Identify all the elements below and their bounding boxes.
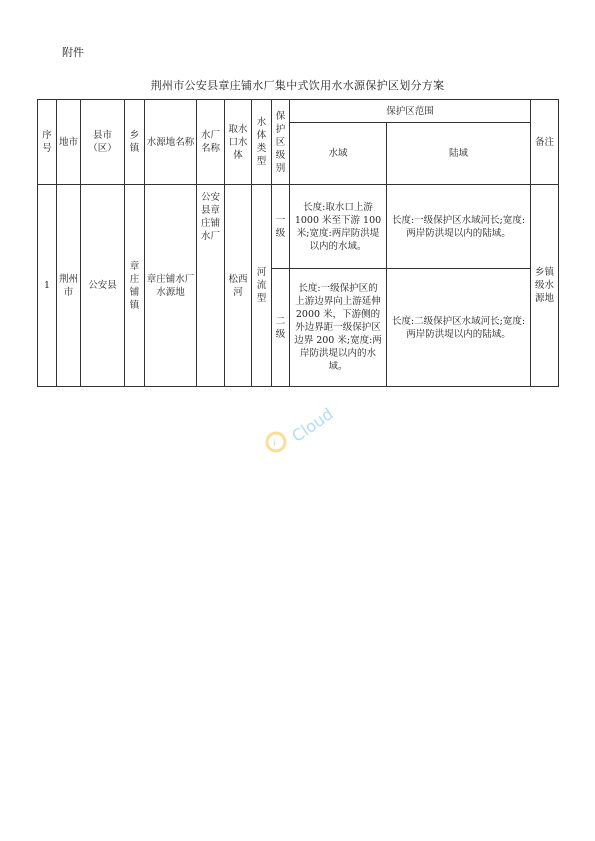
cell-level-2: 二级 — [272, 269, 290, 387]
header-town: 乡镇 — [125, 100, 145, 185]
icloud-watermark-logo — [262, 392, 342, 456]
header-water-area: 水域 — [290, 123, 387, 185]
header-protection-level: 保护区级别 — [272, 100, 290, 185]
cell-level-1-land: 长度:一级保护区水域河长;宽度:两岸防洪堤以内的陆域。 — [387, 185, 531, 269]
header-city: 地市 — [57, 100, 81, 185]
table-row — [38, 185, 559, 269]
cell-source-name: 章庄铺水厂水源地 — [145, 185, 197, 387]
watermark-text: Cloud — [288, 404, 337, 446]
cell-county: 公安县 — [81, 185, 125, 387]
cell-intake-water: 松西河 — [225, 185, 252, 387]
header-water-type: 水体类型 — [252, 100, 272, 185]
header-seq: 序号 — [38, 100, 57, 185]
cell-level-2-water: 长度:一级保护区的上游边界向上游延伸 2000 米，下游侧的外边界距一级保护区边界 200 米;宽度:两岸防洪堤以内的水域。 — [290, 269, 387, 387]
cell-city: 荆州市 — [57, 185, 81, 387]
cell-town: 章庄铺镇 — [125, 185, 145, 387]
header-land-area: 陆域 — [387, 123, 531, 185]
document-title: 荆州市公安县章庄铺水厂集中式饮用水水源保护区划分方案 — [150, 79, 445, 92]
cell-level-2-land: 长度:二级保护区水域河长;宽度:两岸防洪堤以内的陆域。 — [387, 269, 531, 387]
header-protection-range: 保护区范围 — [290, 100, 531, 123]
cell-seq: 1 — [38, 185, 57, 387]
cell-level-1: 一级 — [272, 185, 290, 269]
cell-level-1-water: 长度:取水口上游1000 米至下游 100 米;宽度:两岸防洪堤以内的水域。 — [290, 185, 387, 269]
protection-zone-table — [37, 99, 559, 387]
attachment-label: 附件 — [62, 46, 84, 59]
cell-remarks: 乡镇级水源地 — [531, 185, 559, 387]
cell-plant-name: 公安县章庄铺水厂 — [197, 185, 225, 387]
header-intake-water: 取水口水体 — [225, 100, 252, 185]
header-remarks: 备注 — [531, 100, 559, 185]
header-county: 县市（区） — [81, 100, 125, 185]
header-source-name: 水源地名称 — [145, 100, 197, 185]
cell-water-type: 河流型 — [252, 185, 272, 387]
header-plant-name: 水厂名称 — [197, 100, 225, 185]
watermark-ring — [267, 433, 285, 451]
header-row-1 — [38, 100, 559, 123]
watermark-i: i — [273, 438, 276, 449]
